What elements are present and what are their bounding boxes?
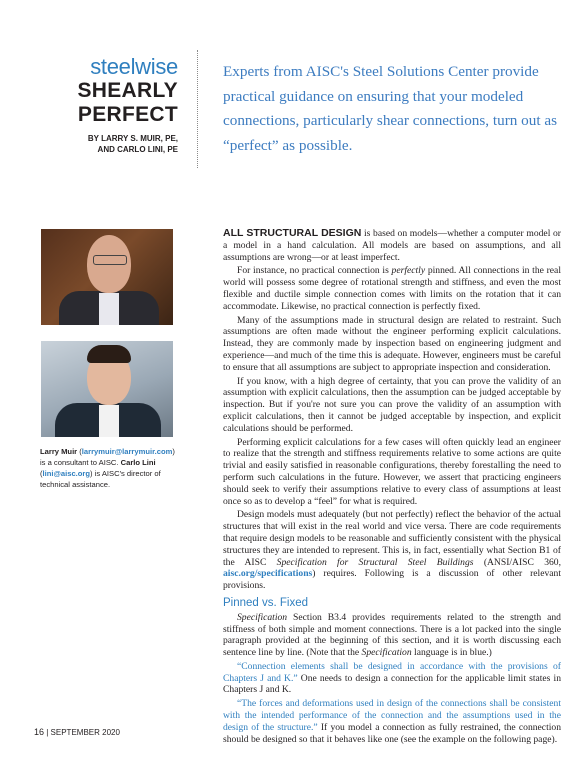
paragraph-6-text-b: (ANSI/AISC 360,: [483, 556, 562, 568]
spec-quote-1: “Connection elements shall be designed in accordance with the provisions of Chapters J and K.”: [223, 660, 561, 684]
paragraph-2-text-b: pinned. All connections in the real world will possess some degree of rotational strength and stiffness, and even the most flexible and ductile simple connection comes with limits on the rotation that it can accommodate. Likewise, no practical connection is perfectly fixed.: [223, 265, 561, 312]
glasses: [93, 255, 127, 265]
page-number: 16: [34, 727, 45, 737]
paragraph-8-text: One needs to design a connection for the applicable limit states in Chapters J and K.: [223, 672, 562, 696]
paragraph-7-text-a: Section B3.4 provides requirements related to the strength and stiffness of both simple and moment connections. There is a lot packed into the single paragraph provided at the beginning of this section, and it is worth discussing each sentence line by line. (Note that the: [223, 611, 561, 659]
author-caption: Larry Muir (larrymuir@larrymuir.com) is a consultant to AISC. Carlo Lini (lini@aisc.org) is AISC's director of technical assistance.: [40, 447, 175, 489]
paragraph-6-emphasis: Specification for Structural Steel Buildings: [276, 556, 474, 568]
paragraph-7-emphasis-2: Specification: [361, 647, 412, 659]
paragraph-9: [223, 698, 561, 745]
author-photo-muir: [41, 229, 173, 325]
author-name-1: Larry Muir: [40, 447, 78, 456]
shirt: [99, 293, 119, 325]
paragraph-6-text-a: Design models must adequately (but not perfectly) reflect the behavior of the actual structures that will exist in the real world and vice versa. There are code requirements that require design models to be reasonable and sufficiently consistent with the physical structures they are intended to represent. This is, in fact, essentially what Section B1 of the AISC: [223, 509, 561, 568]
subhead: Pinned vs. Fixed: [223, 596, 309, 609]
paragraph-7-text-b: language is in blue.): [414, 647, 492, 659]
title-block: [60, 55, 178, 155]
hair: [87, 345, 131, 363]
paragraph-2: [223, 265, 561, 312]
issue-label: | SEPTEMBER 2020: [46, 728, 120, 737]
paragraph-2-text-a: For instance, no practical connection is: [237, 265, 389, 277]
author-email-1[interactable]: larrymuir@larrymuir.com: [81, 447, 173, 456]
deck: Experts from AISC's Steel Solutions Center provide practical guidance on ensuring that your modeled connections, particularly shear connections, turn out as “perfect” as possible.: [223, 63, 558, 154]
paragraph-6: [223, 509, 561, 592]
paragraph-1: [223, 228, 561, 263]
headline-line-1: SHEARLY: [77, 79, 178, 102]
header-divider: [197, 50, 198, 168]
paragraph-8: [223, 661, 561, 696]
paragraph-1-text: is based on models—whether a computer model or a model in a hand calculation. All models are based on assumptions, and all assumptions are wrong—or at least imperfect.: [223, 228, 561, 263]
author-photo-lini: [41, 341, 173, 437]
paragraph-7: [223, 612, 561, 659]
author-email-2[interactable]: lini@aisc.org: [42, 469, 91, 478]
paragraph-5: Performing explicit calculations for a few cases will often quickly lead an engineer to realize that the strength and stiffness requirements relative to some actions are quite trivial and easily satisfied in reasonable configurations, thereby forestalling the need to perform such calculations in the future. However, we assert that practicing engineers should seek to verify their assumptions relative to every class of assumptions at least once so as to develop a “feel” for what is required.: [223, 436, 561, 507]
page-footer: [34, 727, 120, 737]
byline-line-2: AND CARLO LINI, PE: [97, 145, 178, 154]
paragraph-6-text-c: ) requires. Following is a discussion of other relevant provisions.: [223, 568, 561, 592]
lead-caps: ALL STRUCTURAL DESIGN: [223, 227, 362, 239]
author-bio-2: is AISC's director of technical assistance.: [40, 469, 161, 489]
spec-quote-2: “The forces and deformations used in design of the connections shall be consistent with the intended performance of the connection and the assumptions used in the design of the structure.”: [223, 698, 561, 733]
specifications-link[interactable]: aisc.org/specifications: [223, 568, 313, 580]
paragraph-3: Many of the assumptions made in structural design are related to restraint. Such assumptions are often made without the engineer performing explicit calculations. Instead, they are commonly made by inspection based on engineering judgment and experience—and much of the time this is adequate. However, engineers must be careful to ensure that all assumptions are subject to appropriate inspection and consideration.: [223, 314, 561, 373]
paragraph-4: If you know, with a high degree of certainty, that you can prove the validity of an assumption with explicit calculations, then the assumption can be judged acceptable by inspection. But if you're not sure you can prove the validity of an assumption with explicit calculations, then it cannot be judged acceptable by inspection, and explicit calculations should be performed.: [223, 375, 561, 434]
author-name-2: Carlo Lini: [120, 458, 156, 467]
paragraph-7-emphasis: Specification: [237, 611, 288, 623]
headline-line-2: PERFECT: [77, 103, 178, 126]
section-label: steelwise: [90, 54, 178, 79]
author-bio-1: is a consultant to AISC.: [40, 458, 119, 467]
byline-line-1: BY LARRY S. MUIR, PE,: [87, 134, 178, 143]
article-body: [223, 228, 561, 747]
paragraph-2-emphasis: perfectly: [391, 265, 426, 277]
byline: [60, 133, 178, 155]
shirt: [99, 405, 119, 437]
paragraph-9-text: If you model a connection as fully restrained, the connection should be designed so that it behaves like one (see the example on the following page).: [223, 721, 561, 745]
